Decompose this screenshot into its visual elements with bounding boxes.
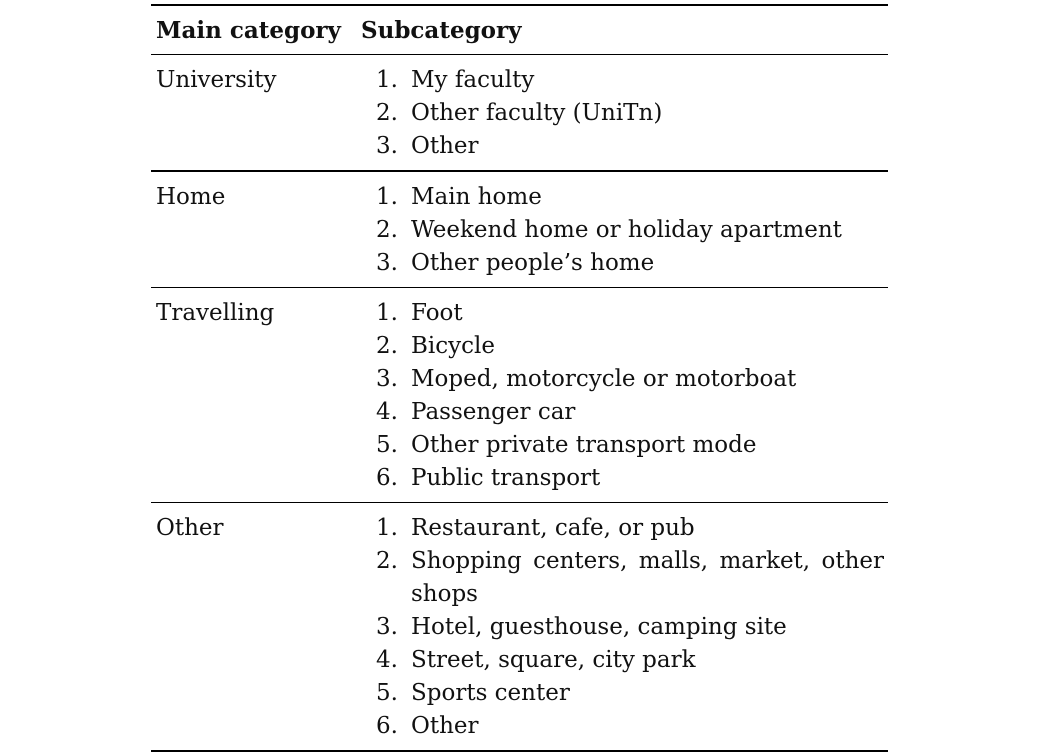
item-number: 3. <box>376 249 398 276</box>
list-item <box>361 644 888 677</box>
item-text: My faculty <box>411 67 535 94</box>
item-number: 5. <box>376 431 398 458</box>
item-number: 1. <box>376 515 398 542</box>
table-row <box>151 288 888 502</box>
list-item <box>361 330 888 363</box>
main-category-cell: University <box>156 67 277 94</box>
list-item <box>361 363 888 396</box>
list-item <box>361 611 888 644</box>
subcategory-list <box>361 181 888 280</box>
list-item <box>361 297 888 330</box>
item-number: 6. <box>376 464 398 491</box>
item-number: 1. <box>376 67 398 94</box>
list-item <box>361 677 888 710</box>
table-row <box>151 55 888 170</box>
item-text: Passenger car <box>411 398 576 425</box>
item-number: 1. <box>376 299 398 326</box>
list-item <box>361 64 888 97</box>
item-number: 6. <box>376 713 398 740</box>
list-item <box>361 512 888 545</box>
item-text: Other faculty (UniTn) <box>411 100 663 127</box>
item-text: Moped, motorcycle or motorboat <box>411 365 797 392</box>
item-number: 3. <box>376 365 398 392</box>
item-text: Foot <box>411 299 463 326</box>
item-text: Other <box>411 713 479 740</box>
item-number: 1. <box>376 183 398 210</box>
item-number: 2. <box>376 100 398 127</box>
item-text: Main home <box>411 183 542 210</box>
table-header <box>151 6 888 54</box>
item-text: Other private transport mode <box>411 431 757 458</box>
item-text: Sports center <box>411 680 570 707</box>
list-item <box>361 247 888 280</box>
list-item <box>361 462 888 495</box>
list-item <box>361 396 888 429</box>
item-number: 2. <box>376 548 398 575</box>
item-text: Weekend home or holiday apartment <box>411 216 842 243</box>
table-row <box>151 172 888 287</box>
category-table <box>151 4 888 752</box>
header-subcategory: Subcategory <box>361 16 522 44</box>
item-number: 2. <box>376 216 398 243</box>
main-category-cell: Other <box>156 515 224 542</box>
item-text: Street, square, city park <box>411 647 696 674</box>
subcategory-list <box>361 512 888 743</box>
list-item <box>361 214 888 247</box>
item-text: Shopping centers, malls, market, other shops <box>411 548 884 608</box>
item-text: Bicycle <box>411 332 495 359</box>
item-text: Other people’s home <box>411 249 655 276</box>
list-item <box>361 97 888 130</box>
list-item <box>361 545 888 611</box>
table-row <box>151 503 888 750</box>
item-number: 4. <box>376 398 398 425</box>
list-item <box>361 181 888 214</box>
item-number: 3. <box>376 614 398 641</box>
item-text: Other <box>411 133 479 160</box>
list-item <box>361 130 888 163</box>
subcategory-list <box>361 297 888 495</box>
item-text: Hotel, guesthouse, camping site <box>411 614 787 641</box>
item-number: 2. <box>376 332 398 359</box>
list-item <box>361 429 888 462</box>
item-text: Restaurant, cafe, or pub <box>411 515 695 542</box>
item-number: 3. <box>376 133 398 160</box>
item-number: 4. <box>376 647 398 674</box>
header-main-category: Main category <box>156 16 341 44</box>
item-number: 5. <box>376 680 398 707</box>
item-text: Public transport <box>411 464 601 491</box>
subcategory-list <box>361 64 888 163</box>
list-item <box>361 710 888 743</box>
main-category-cell: Home <box>156 183 226 210</box>
main-category-cell: Travelling <box>156 299 275 326</box>
